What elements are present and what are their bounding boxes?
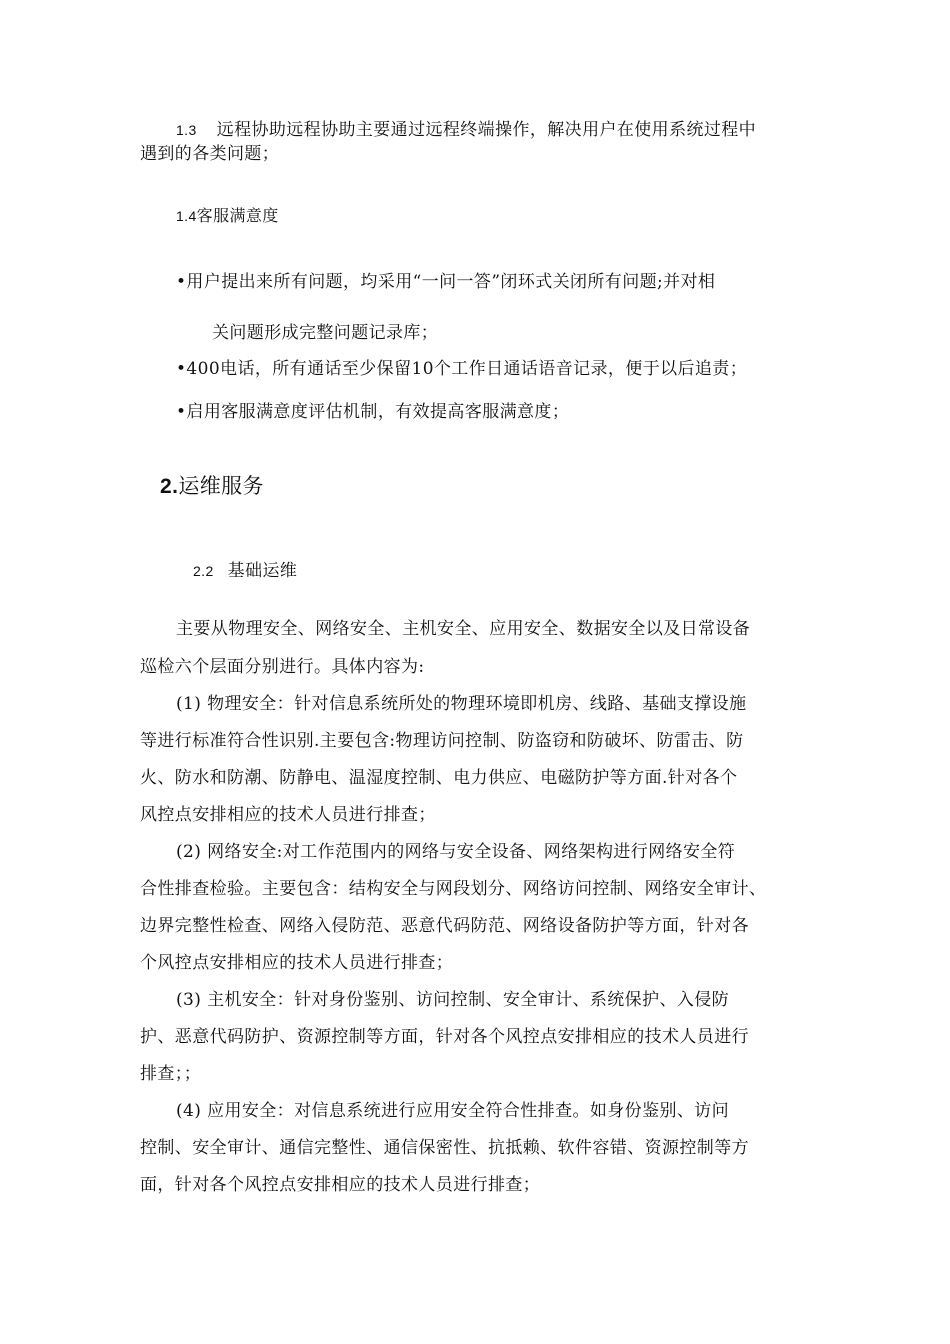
section-title: 基础运维 <box>227 561 298 581</box>
bullet-item-1-line-2: 关问题形成完整问题记录库； <box>212 323 439 343</box>
item-2-line-4: 个风控点安排相应的技术人员进行排查； <box>140 953 454 973</box>
intro-line-2: 巡检六个层面分别进行。具体内容为: <box>140 657 425 677</box>
section-1-3-line-2: 遇到的各类问题； <box>140 144 280 164</box>
section-number: 1.4 <box>176 208 197 224</box>
bullet-item-3: •启用客服满意度评估机制，有效提高客服满意度； <box>176 402 570 422</box>
item-2-line-2: 合性排查检验。主要包含：结构安全与网段划分、网络访问控制、网络安全审计、 <box>140 879 767 899</box>
section-1-4-heading <box>176 205 279 227</box>
bullet-item-2: •400电话，所有通话至少保留10个工作日通话语音记录，便于以后追责； <box>176 359 748 379</box>
item-3-line-3: 排查；； <box>140 1064 202 1084</box>
section-title: 客服满意度 <box>196 206 279 225</box>
item-1-line-1: (1) 物理安全：针对信息系统所处的物理环境即机房、线路、基础支撑设施 <box>176 694 747 714</box>
section-number: 2. <box>160 475 179 498</box>
section-number: 1.3 <box>176 122 197 138</box>
item-2-line-3: 边界完整性检查、网络入侵防范、恶意代码防范、网络设备防护等方面，针对各 <box>140 916 749 936</box>
intro-line-1: 主要从物理安全、网络安全、主机安全、应用安全、数据安全以及日常设备 <box>176 619 751 639</box>
bullet-item-1-line-1: •用户提出来所有问题，均采用“一问一答”闭环式关闭所有问题;并对相 <box>176 272 716 292</box>
item-1-line-4: 风控点安排相应的技术人员进行排查； <box>140 805 436 825</box>
item-3-line-1: (3) 主机安全：针对身份鉴别、访问控制、安全审计、系统保护、入侵防 <box>176 990 730 1010</box>
item-1-line-2: 等进行标准符合性识别.主要包含:物理访问控制、防盗窃和防破坏、防雷击、防 <box>140 731 744 751</box>
item-4-line-3: 面，针对各个风控点安排相应的技术人员进行排查； <box>140 1175 541 1195</box>
section-1-3-line-1 <box>176 119 756 141</box>
section-number: 2.2 <box>193 563 214 579</box>
section-2-heading <box>160 473 264 500</box>
item-3-line-2: 护、恶意代码防护、资源控制等方面，针对各个风控点安排相应的技术人员进行 <box>140 1027 749 1047</box>
section-2-2-heading <box>193 560 297 582</box>
item-4-line-1: (4) 应用安全：对信息系统进行应用安全符合性排查。如身份鉴别、访问 <box>176 1101 730 1121</box>
section-title: 运维服务 <box>178 474 264 498</box>
item-1-line-3: 火、防水和防潮、防静电、温湿度控制、电力供应、电磁防护等方面.针对各个 <box>140 768 738 788</box>
paragraph-text: 远程协助远程协助主要通过远程终端操作，解决用户在使用系统过程中 <box>216 120 757 140</box>
item-4-line-2: 控制、安全审计、通信完整性、通信保密性、抗抵赖、软件容错、资源控制等方 <box>140 1138 749 1158</box>
item-2-line-1: (2) 网络安全:对工作范围内的网络与安全设备、网络架构进行网络安全符 <box>176 842 736 862</box>
